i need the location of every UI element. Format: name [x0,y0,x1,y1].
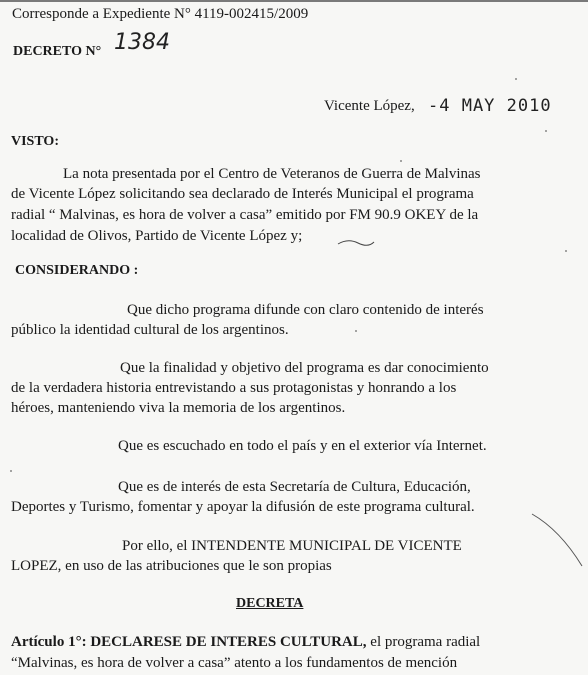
visto-line-4: localidad de Olivos, Partido de Vicente López y; [11,228,303,244]
pen-mark [336,234,376,252]
considerando-p2-line1: Que la finalidad y objetivo del programa es dar conocimiento [120,360,489,376]
place: Vicente López, [324,98,415,114]
scan-speck [545,130,547,132]
visto-line-1: La nota presentada por el Centro de Veteranos de Guerra de Malvinas [63,166,481,182]
visto-line-2: de Vicente López solicitando sea declarado de Interés Municipal el programa [11,186,474,202]
pen-mark [530,510,585,570]
visto-heading: VISTO: [11,134,59,149]
considerando-heading: CONSIDERANDO : [15,263,139,278]
article-1-label: Artículo 1°: [11,634,87,650]
considerando-p2-line3: héroes, manteniendo viva la memoria de los argentinos. [11,400,346,416]
date-stamp: -4 MAY 2010 [428,96,552,116]
expediente-reference: Corresponde a Expediente N° 4119-002415/2009 [12,6,309,22]
considerando-p3-line1: Que es escuchado en todo el país y en el exterior vía Internet. [118,438,487,454]
article-1-line1 [11,634,480,651]
scan-speck [355,330,357,332]
decreto-number-handwritten: 1384 [114,30,170,55]
article-1-declaration: DECLARESE DE INTERES CULTURAL, [90,634,367,650]
decreta-heading: DECRETA [236,596,304,611]
scan-speck [515,78,517,80]
article-1-line2: “Malvinas, es hora de volver a casa” atento a los fundamentos de mención [11,655,458,671]
scan-speck [400,160,402,162]
scan-speck [565,250,567,252]
considerando-p5-line2: LOPEZ, en uso de las atribuciones que le son propias [11,558,332,574]
article-1-rest: el programa radial [366,634,481,650]
scan-speck [10,470,12,472]
considerando-p4-line1: Que es de interés de esta Secretaría de Cultura, Educación, [118,479,471,495]
considerando-p1-line2: público la identidad cultural de los argentinos. [11,322,289,338]
considerando-p5-line1: Por ello, el INTENDENTE MUNICIPAL DE VICENTE [122,538,462,554]
considerando-p1-line1: Que dicho programa difunde con claro contenido de interés [127,302,484,318]
scan-edge [0,0,588,2]
decreto-label: DECRETO N° [13,44,102,59]
considerando-p2-line2: de la verdadera historia entrevistando a sus protagonistas y honrando a los [11,380,457,396]
visto-line-3: radial “ Malvinas, es hora de volver a casa” emitido por FM 90.9 OKEY de la [11,207,479,223]
considerando-p4-line2: Deportes y Turismo, fomentar y apoyar la difusión de este programa cultural. [11,499,475,515]
